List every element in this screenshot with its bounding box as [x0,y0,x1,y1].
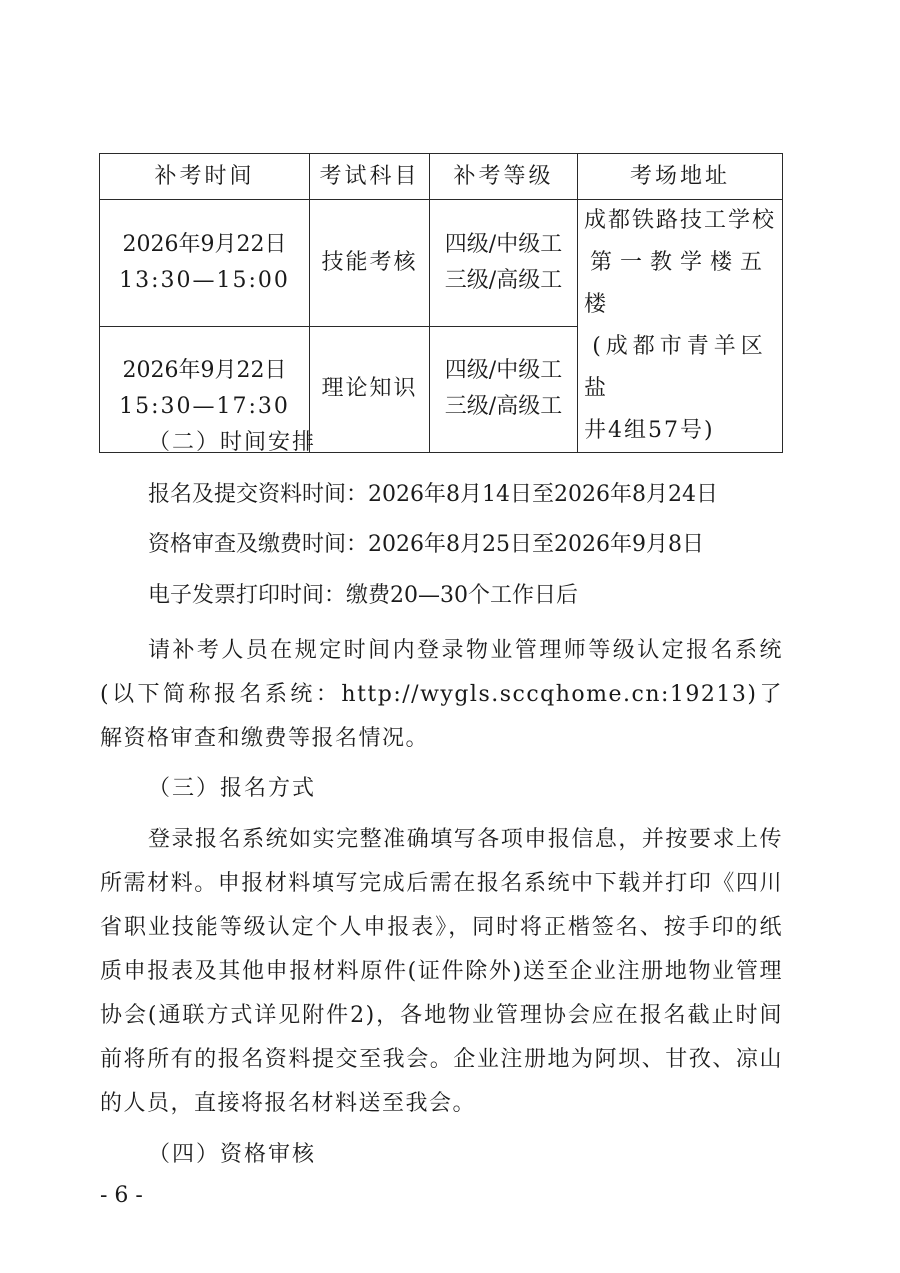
venue-line: 井4组57号) [584,418,715,443]
exam-schedule-table [99,153,783,453]
page-number: - 6 - [100,1183,143,1208]
cell-subject: 技能考核 [310,200,430,327]
header-level: 补考等级 [430,154,578,200]
registration-method-paragraph: 登录报名系统如实完整准确填写各项申报信息，并按要求上传所需材料。申报材料填写完成后需在报名系统中下载并打印《四川省职业技能等级认定个人申报表》，同时将正楷签名、按手印的纸质申报表及其他申报材料原件(证件除外)送至企业注册地物业管理协会(通联方式详见附件2)，各地物业管理协会应在报名截止时间前将所有的报名资料提交至我会。企业注册地为阿坝、甘孜、凉山的人员，直接将报名材料送至我会。 [100,827,783,1116]
system-login-paragraph: 请补考人员在规定时间内登录物业管理师等级认定报名系统(以下简称报名系统：http://wygls.sccqhome.cn:19213)了解资格审查和缴费等报名情况。 [100,638,783,751]
header-venue: 考场地址 [578,154,783,200]
section-3-title: （三）报名方式 [148,776,317,801]
time-date: 2026年9月22日 [122,358,287,384]
header-subject: 考试科目 [310,154,430,200]
cell-subject: 理论知识 [310,326,430,453]
section-2-title: （二）时间安排 [148,430,317,455]
table-row [100,200,783,327]
venue-line: 第一教学楼五楼 [584,250,770,317]
time-date: 2026年9月22日 [122,231,287,257]
cell-level [430,326,578,453]
level-mid: 四级/中级工 [444,358,563,384]
review-payment-period: 资格审查及缴费时间：2026年8月25日至2026年9月8日 [148,532,704,557]
venue-line: 成都铁路技工学校 [584,208,777,233]
table-header-row [100,154,783,200]
section-4-title: （四）资格审核 [148,1142,317,1167]
registration-period: 报名及提交资料时间：2026年8月14日至2026年8月24日 [148,482,718,507]
time-range: 13:30—15:00 [119,267,290,293]
venue-line: (成都市青羊区盐 [584,334,768,401]
header-time: 补考时间 [100,154,310,200]
time-range: 15:30—17:30 [119,394,290,420]
level-mid: 四级/中级工 [444,231,563,257]
cell-venue [578,200,783,453]
level-high: 三级/高级工 [444,394,563,420]
level-high: 三级/高级工 [444,267,563,293]
cell-level [430,200,578,327]
cell-time [100,200,310,327]
invoice-print-time: 电子发票打印时间：缴费20—30个工作日后 [148,583,578,608]
